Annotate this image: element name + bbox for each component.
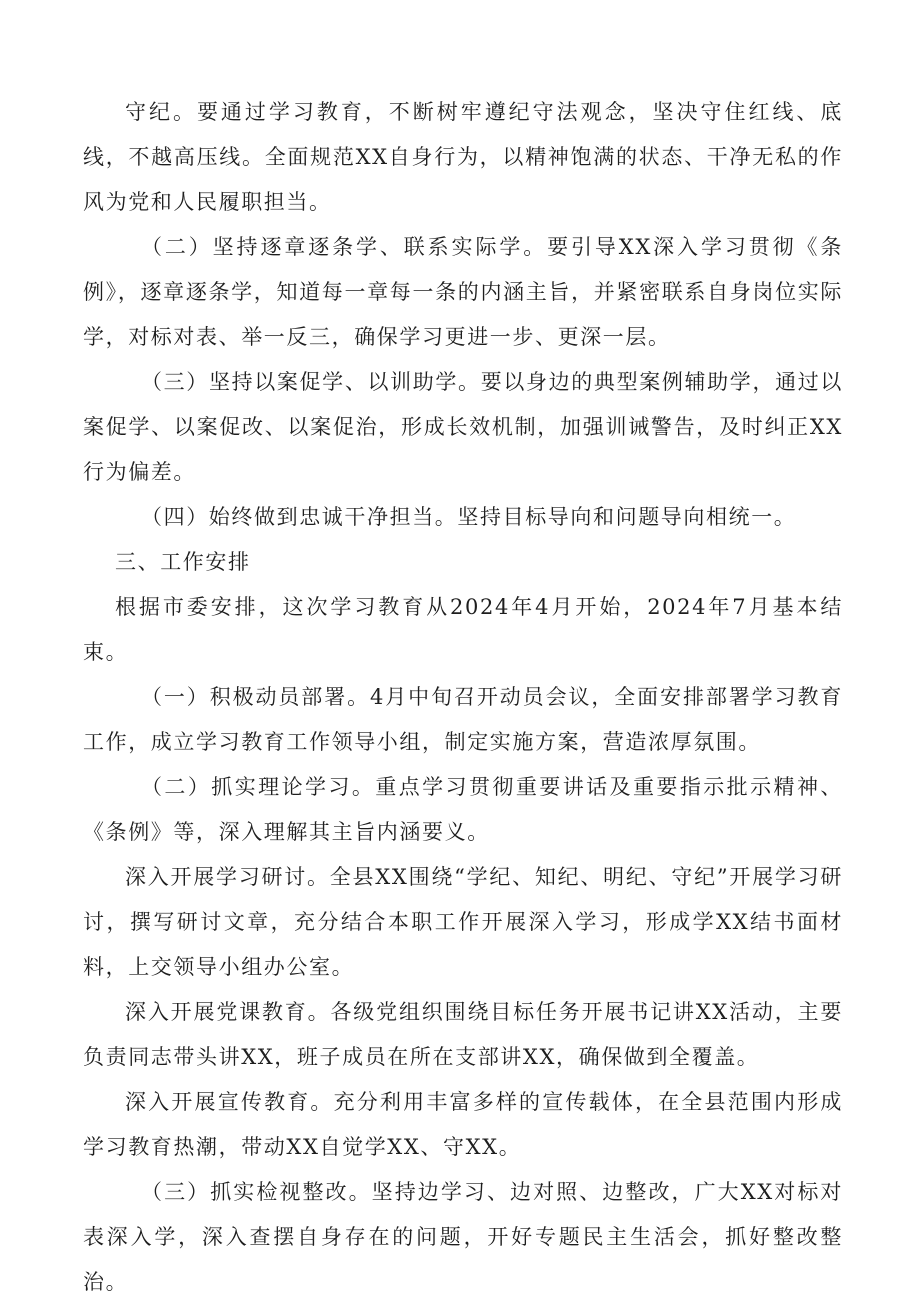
paragraph-schedule: 根据市委安排，这次学习教育从2024年4月开始，2024年7月基本结束。 <box>83 595 843 664</box>
paragraph-item-2-study: （二）坚持逐章逐条学、联系实际学。要引导XX深入学习贯彻《条例》，逐章逐条学，知道每一章每一条的内涵主旨，并紧密联系自身岗位实际学，对标对表、举一反三，确保学习更进一步、更深一层。 <box>83 235 843 349</box>
paragraph-item-4-loyalty: （四）始终做到忠诚干净担当。坚持目标导向和问题导向相统一。 <box>141 505 797 529</box>
paragraph-publicity: 深入开展宣传教育。充分利用丰富多样的宣传载体，在全县范围内形成学习教育热潮，带动XX自觉学XX、守XX。 <box>83 1090 843 1159</box>
paragraph-study-discussion: 深入开展学习研讨。全县XX围绕“学纪、知纪、明纪、守纪”开展学习研讨，撰写研讨文章，充分结合本职工作开展深入学习，形成学XX结书面材料，上交领导小组办公室。 <box>83 865 843 979</box>
section-heading-work-arrangement: 三、工作安排 <box>115 550 251 574</box>
paragraph-item-2-theory: （二）抓实理论学习。重点学习贯彻重要讲话及重要指示批示精神、《条例》等，深入理解其主旨内涵要义。 <box>83 775 843 844</box>
paragraph-item-3-rectification: （三）抓实检视整改。坚持边学习、边对照、边整改，广大XX对标对表深入学，深入查摆自身存在的问题，开好专题民主生活会，抓好整改整治。 <box>83 1180 843 1294</box>
paragraph-item-3-cases: （三）坚持以案促学、以训助学。要以身边的典型案例辅助学，通过以案促学、以案促改、以案促治，形成长效机制，加强训诫警告，及时纠正XX行为偏差。 <box>83 370 843 484</box>
paragraph-item-1-mobilize: （一）积极动员部署。4月中旬召开动员会议，全面安排部署学习教育工作，成立学习教育工作领导小组，制定实施方案，营造浓厚氛围。 <box>83 685 843 754</box>
document-body <box>83 90 843 1305</box>
paragraph-party-lecture: 深入开展党课教育。各级党组织围绕目标任务开展书记讲XX活动，主要负责同志带头讲XX，班子成员在所在支部讲XX，确保做到全覆盖。 <box>83 1000 843 1069</box>
paragraph-discipline-continuation: 守纪。要通过学习教育，不断树牢遵纪守法观念，坚决守住红线、底线，不越高压线。全面规范XX自身行为，以精神饱满的状态、干净无私的作风为党和人民履职担当。 <box>83 100 843 214</box>
